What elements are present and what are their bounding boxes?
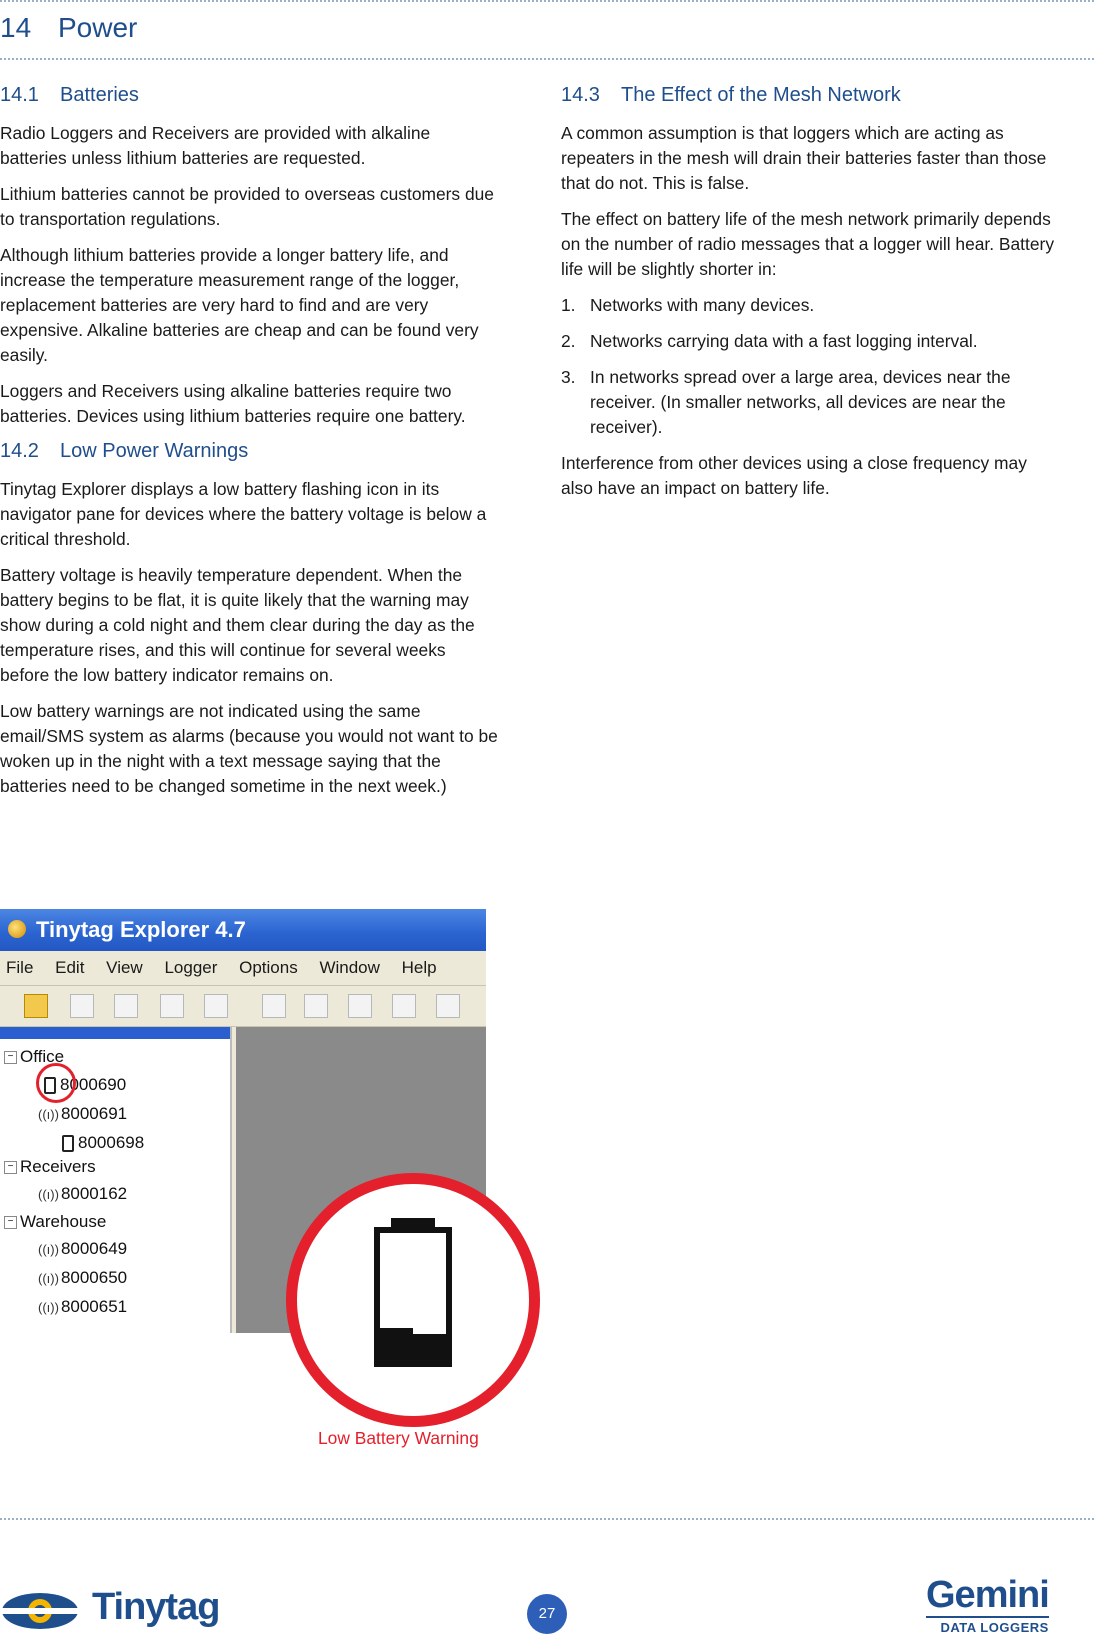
collapse-icon: − bbox=[4, 1051, 17, 1064]
chart-icon[interactable] bbox=[262, 994, 286, 1018]
tree-item[interactable]: 8000698 bbox=[62, 1133, 144, 1153]
window-title: Tinytag Explorer 4.7 bbox=[36, 917, 246, 942]
paragraph: Tinytag Explorer displays a low battery flashing icon in its navigator pane for devices where the battery voltage is below a critical threshold. bbox=[0, 479, 487, 549]
gemini-logo bbox=[926, 1574, 1049, 1635]
section-heading-mesh: 14.3 The Effect of the Mesh Network bbox=[561, 84, 901, 106]
radio-icon: ((ı)) bbox=[38, 1271, 59, 1287]
chapter-heading bbox=[0, 12, 137, 44]
menu-window[interactable]: Window bbox=[319, 958, 380, 977]
selected-row bbox=[0, 1027, 230, 1039]
gemini-logo-text: Gemini bbox=[926, 1574, 1049, 1616]
table-icon[interactable] bbox=[348, 994, 372, 1018]
tree-item[interactable]: ((ı)) 8000651 bbox=[38, 1297, 128, 1316]
section-heading-batteries: 14.1 Batteries bbox=[0, 84, 139, 106]
highlight-circle bbox=[36, 1063, 76, 1103]
section-heading-warnings: 14.2 Low Power Warnings bbox=[0, 440, 249, 462]
menu-help[interactable]: Help bbox=[401, 958, 437, 977]
tree-group-receivers[interactable]: − Receivers bbox=[4, 1157, 96, 1177]
paragraph: Battery voltage is heavily temperature dependent. When the battery begins to be flat, it is quite likely that the warning may show during a cold night and them clear during the day as the temperature rises, and this will continue for several weeks before the low battery indicator remains on. bbox=[0, 565, 475, 685]
gemini-logo-sub: DATA LOGGERS bbox=[926, 1616, 1049, 1635]
copy-icon[interactable] bbox=[160, 994, 184, 1018]
open-icon[interactable] bbox=[24, 994, 48, 1018]
tree-group-office[interactable]: − Office bbox=[4, 1047, 64, 1067]
app-icon bbox=[8, 920, 26, 938]
menu-view[interactable]: View bbox=[106, 958, 143, 977]
zoom-icon[interactable] bbox=[392, 994, 416, 1018]
toolbar bbox=[0, 985, 486, 1027]
tree-group-warehouse[interactable]: − Warehouse bbox=[4, 1212, 106, 1232]
battery-life-list bbox=[561, 293, 1061, 440]
menu-logger[interactable]: Logger bbox=[164, 958, 218, 977]
tree-item[interactable]: ((ı)) 8000162 bbox=[38, 1184, 128, 1203]
tree-item[interactable]: ((ı)) 8000650 bbox=[38, 1268, 128, 1287]
callout-caption: Low Battery Warning bbox=[318, 1428, 479, 1448]
collapse-icon: − bbox=[4, 1216, 17, 1229]
page-number: 27 bbox=[527, 1594, 567, 1634]
menu-edit[interactable]: Edit bbox=[55, 958, 85, 977]
menu-options[interactable]: Options bbox=[239, 958, 298, 977]
tinytag-logo-text: Tinytag bbox=[92, 1586, 220, 1628]
paragraph: Lithium batteries cannot be provided to overseas customers due to transportation regulations. bbox=[0, 184, 494, 229]
list-item: 3. In networks spread over a large area, devices near the receiver. (In smaller networks, all devices are near the receiver). bbox=[561, 367, 1011, 437]
tree-item[interactable]: ((ı)) 8000691 bbox=[38, 1104, 128, 1123]
print-icon[interactable] bbox=[114, 994, 138, 1018]
paste-icon[interactable] bbox=[204, 994, 228, 1018]
summary-icon[interactable] bbox=[304, 994, 328, 1018]
radio-icon: ((ı)) bbox=[38, 1107, 59, 1123]
chapter-rule bbox=[0, 58, 1094, 60]
menu-bar bbox=[0, 951, 486, 985]
list-item: 2. Networks carrying data with a fast logging interval. bbox=[561, 331, 978, 351]
save-icon[interactable] bbox=[70, 994, 94, 1018]
paragraph: Loggers and Receivers using alkaline batteries require two batteries. Devices using lithium batteries require one battery. bbox=[0, 381, 466, 426]
left-column bbox=[0, 84, 498, 810]
paragraph: Interference from other devices using a close frequency may also have an impact on battery life. bbox=[561, 453, 1027, 498]
footer-rule bbox=[0, 1518, 1094, 1520]
paragraph: Radio Loggers and Receivers are provided with alkaline batteries unless lithium batteries are requested. bbox=[0, 123, 431, 168]
chapter-title: Power bbox=[58, 12, 138, 43]
chapter-number: 14 bbox=[0, 12, 32, 43]
window-titlebar bbox=[0, 909, 486, 951]
paragraph: The effect on battery life of the mesh network primarily depends on the number of radio messages that a logger will hear. Battery life will be slightly shorter in: bbox=[561, 209, 1055, 279]
tree-item[interactable]: ((ı)) 8000649 bbox=[38, 1239, 128, 1258]
right-column bbox=[561, 84, 1061, 512]
collapse-icon: − bbox=[4, 1161, 17, 1174]
radio-icon: ((ı)) bbox=[38, 1187, 59, 1203]
tree-item[interactable]: 8000690 bbox=[44, 1075, 126, 1095]
low-battery-icon bbox=[297, 1184, 529, 1416]
tinytag-logo-icon bbox=[0, 1588, 82, 1634]
paragraph: A common assumption is that loggers which are acting as repeaters in the mesh will drain their batteries faster than those that do not. This is false. bbox=[561, 123, 1047, 193]
navigator-pane bbox=[0, 1027, 232, 1333]
logger-icon bbox=[62, 1135, 74, 1152]
paragraph: Low battery warnings are not indicated using the same email/SMS system as alarms (because you would not want to be woken up in the night with a text message saying that the batteries need to be changed sometime in the next week.) bbox=[0, 701, 498, 796]
grid-icon[interactable] bbox=[436, 994, 460, 1018]
header-rule bbox=[0, 0, 1094, 2]
menu-file[interactable]: File bbox=[6, 958, 34, 977]
radio-icon: ((ı)) bbox=[38, 1300, 59, 1316]
paragraph: Although lithium batteries provide a longer battery life, and increase the temperature measurement range of the logger, replacement batteries are very hard to find and are very expensive. Alkaline batteries are cheap and can be found very easily. bbox=[0, 245, 479, 365]
radio-icon: ((ı)) bbox=[38, 1242, 59, 1258]
low-battery-callout bbox=[286, 1173, 540, 1427]
list-item: 1. Networks with many devices. bbox=[561, 295, 815, 315]
